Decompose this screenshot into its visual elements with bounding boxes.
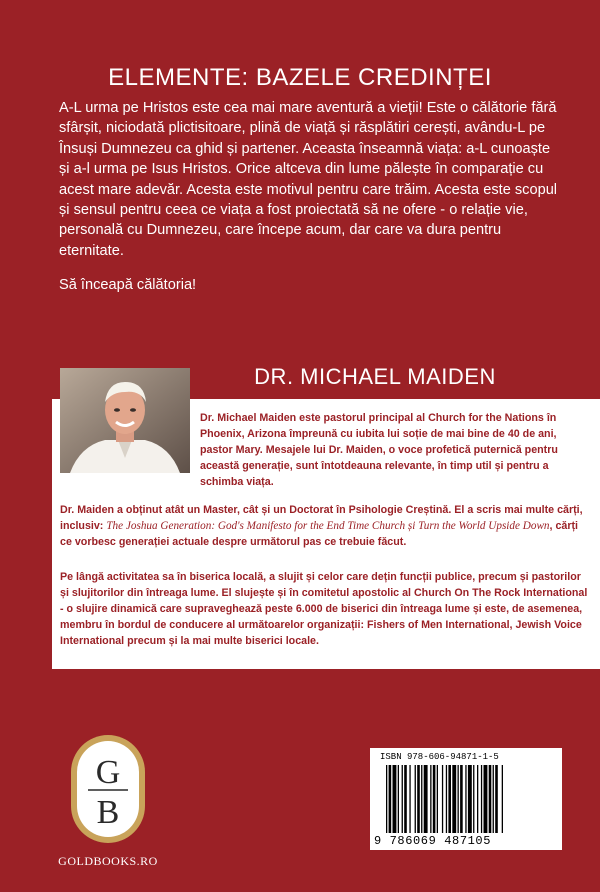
barcode-bar: [477, 765, 478, 833]
bio2-and: și: [405, 520, 419, 532]
barcode-bar: [409, 765, 410, 833]
barcode: [370, 748, 562, 850]
author-bio-paragraph-2: [60, 502, 590, 550]
barcode-bar: [393, 765, 397, 833]
svg-text:B: B: [96, 794, 120, 831]
author-photo: [60, 368, 190, 473]
barcode-bar: [404, 765, 407, 833]
author-name: DR. MICHAEL MAIDEN: [254, 364, 496, 389]
cover-title: ELEMENTE: BAZELE CREDINȚEI: [108, 64, 492, 91]
barcode-bar: [495, 765, 498, 833]
barcode-bar: [446, 765, 447, 833]
barcode-bar: [402, 765, 403, 833]
barcode-bar: [502, 765, 503, 833]
intro-closing: Să înceapă călătoria!: [59, 277, 197, 294]
barcode-bar: [493, 765, 494, 833]
barcode-bar: [386, 765, 387, 833]
barcode-bar: [468, 765, 472, 833]
book-title-1: The Joshua Generation: God's Manifesto for the End Time Church: [106, 520, 406, 532]
author-bio-paragraph-3: Pe lângă activitatea sa în biserica locală, a slujit și celor care dețin funcții publice, precum și pastorilor și slujitorilor din întreaga lume. El slujește și în comitetul apostolic al Church On The Rock International - o slujire dinamică care supraveghează peste 6.000 de biserici din întreaga lume și este, de asemenea, membru în bordul de conducere al următoarelor organizații: Fishers of Men International, Jewish Voice International precum și la mai multe biserici locale.: [60, 571, 588, 647]
barcode-bar: [448, 765, 451, 833]
barcode-bar: [430, 765, 431, 833]
barcode-bar: [417, 765, 420, 833]
bio2-start: Dr. Maiden a obținut atât un Master, cât și un Doctorat în Psihologie Creștină. El a scris mai multe cărți, inclusiv:: [60, 504, 583, 532]
barcode-bar: [421, 765, 422, 833]
bio2-end: , cărți ce vorbesc generației actuale despre următorul pas ce trebuie făcut.: [60, 520, 579, 548]
barcode-bar: [398, 765, 399, 833]
barcode-bar: [473, 765, 474, 833]
barcode-bar: [437, 765, 438, 833]
intro-paragraph: A-L urma pe Hristos este cea mai mare aventură a vieții! Este o călătorie fără sfârșit, niciodată plictisitoare, plină de viață și răsplătiri cerești, avându-L pe Însuși Dumnezeu ca ghid și partener. Aceasta înseamnă viața: a-L cunoaște și a-l urma pe Isus Hristos. Orice altceva din lume pălește în comparație cu acest mare adevăr. Acesta este motivul pentru care trăim. Acesta este scopul și sensul pentru ceea ce viața a fost proiectată să ne ofere - o relație vie, personală cu Dumnezeu, care începe acum, dar care va dura pentru eternitate.: [59, 100, 558, 259]
barcode-bar: [484, 765, 488, 833]
barcode-bar: [389, 765, 392, 833]
barcode-bar: [465, 765, 466, 833]
book-title-2: Turn the World Upside Down: [418, 520, 550, 532]
barcode-digits: 9 786069 487105: [374, 834, 492, 848]
barcode-bar: [458, 765, 459, 833]
barcode-bar: [460, 765, 463, 833]
barcode-bar: [424, 765, 428, 833]
barcode-bar: [442, 765, 443, 833]
barcode-bar: [433, 765, 436, 833]
author-portrait-icon: [60, 368, 190, 473]
publisher-logo-icon: [68, 732, 148, 846]
isbn-text: ISBN 978-606-94871-1-5: [380, 752, 499, 762]
svg-text:G: G: [95, 754, 121, 791]
author-bio-paragraph-1: Dr. Michael Maiden este pastorul principal al Church for the Nations în Phoenix, Arizona împreună cu iubita lui soție de mai bine de 40 de ani, pastor Mary. Mesajele lui Dr. Maiden, o voce profetică puternică pentru această generație, sunt întotdeauna relevante, în timp util și pentru a schimba viața.: [200, 412, 558, 488]
barcode-bar: [415, 765, 416, 833]
barcode-bar: [489, 765, 492, 833]
barcode-bar: [481, 765, 482, 833]
intro-text: [59, 98, 559, 310]
publisher-name: GOLDBOOKS.RO: [58, 854, 158, 868]
barcode-bar: [452, 765, 456, 833]
